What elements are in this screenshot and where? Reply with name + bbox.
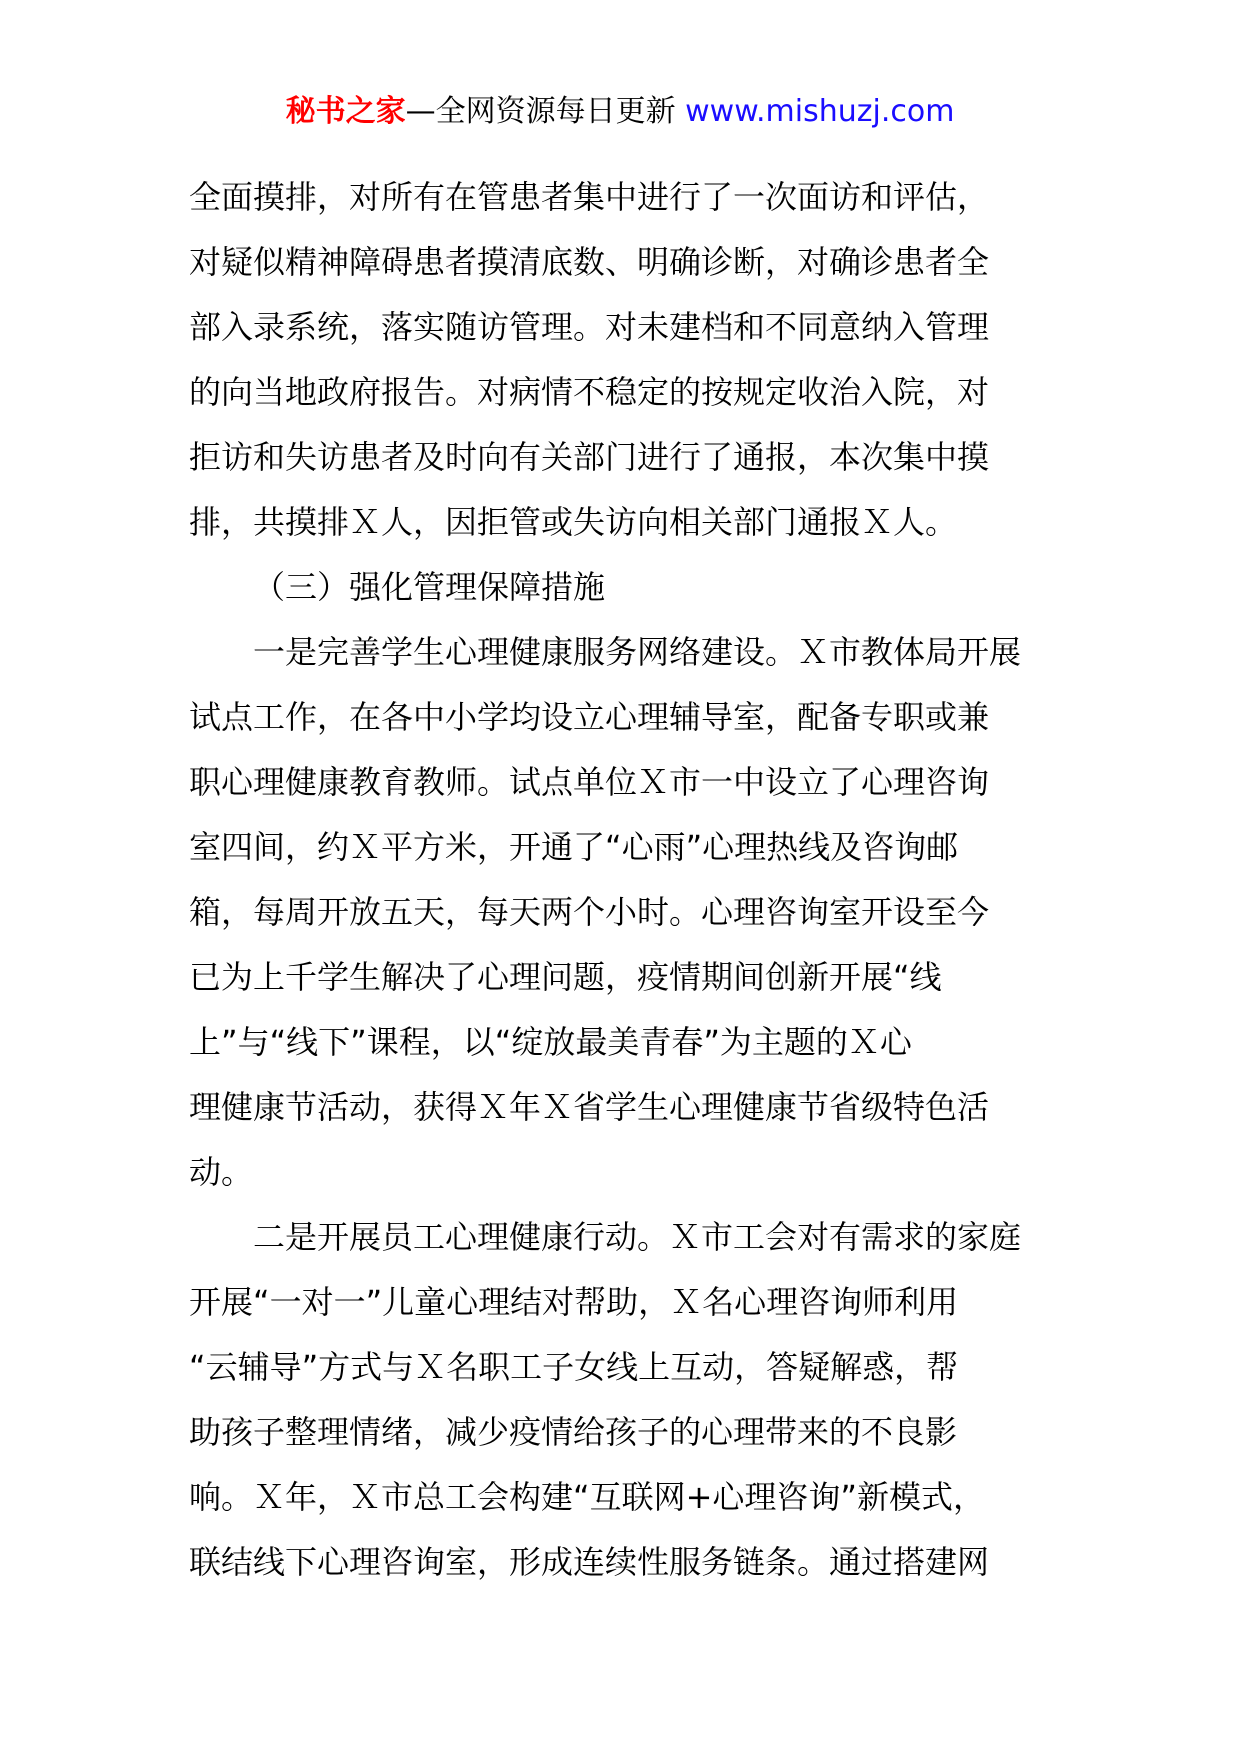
header-tagline: —全网资源每日更新 bbox=[405, 94, 686, 129]
body-line: 动。 bbox=[189, 1153, 254, 1191]
site-url-link[interactable]: www.mishuzj.com bbox=[685, 94, 955, 129]
body-line: “云辅导”方式与Ｘ名职工子女线上互动，答疑解惑，帮 bbox=[189, 1348, 959, 1386]
body-line: 理健康节活动，获得Ｘ年Ｘ省学生心理健康节省级特色活 bbox=[189, 1088, 990, 1126]
body-line: 部入录系统，落实随访管理。对未建档和不同意纳入管理 bbox=[189, 308, 990, 346]
paragraph-start-line: 二是开展员工心理健康行动。Ｘ市工会对有需求的家庭 bbox=[253, 1218, 1022, 1256]
body-line: 响。Ｘ年，Ｘ市总工会构建“互联网+心理咨询”新模式， bbox=[189, 1478, 985, 1516]
body-line: 助孩子整理情绪，减少疫情给孩子的心理带来的不良影 bbox=[189, 1413, 958, 1451]
body-line: 已为上千学生解决了心理问题，疫情期间创新开展“线 bbox=[189, 958, 942, 996]
body-line: 开展“一对一”儿童心理结对帮助，Ｘ名心理咨询师利用 bbox=[189, 1283, 959, 1321]
body-line: 全面摸排，对所有在管患者集中进行了一次面访和评估， bbox=[189, 178, 990, 216]
body-line: 联结线下心理咨询室，形成连续性服务链条。通过搭建网 bbox=[189, 1543, 990, 1581]
body-line: 对疑似精神障碍患者摸清底数、明确诊断，对确诊患者全 bbox=[189, 243, 990, 281]
body-line: 拒访和失访患者及时向有关部门进行了通报，本次集中摸 bbox=[189, 438, 990, 476]
body-line: 室四间，约Ｘ平方米，开通了“心雨”心理热线及咨询邮 bbox=[189, 828, 959, 866]
body-line: 试点工作，在各中小学均设立心理辅导室，配备专职或兼 bbox=[189, 698, 990, 736]
section-heading: （三）强化管理保障措施 bbox=[253, 568, 606, 606]
brand-name: 秘书之家 bbox=[285, 94, 406, 129]
body-line: 职心理健康教育教师。试点单位Ｘ市一中设立了心理咨询 bbox=[189, 763, 990, 801]
body-line: 上”与“线下”课程，以“绽放最美青春”为主题的Ｘ心 bbox=[189, 1023, 912, 1061]
paragraph-start-line: 一是完善学生心理健康服务网络建设。Ｘ市教体局开展 bbox=[253, 633, 1022, 671]
body-line: 排，共摸排Ｘ人，因拒管或失访向相关部门通报Ｘ人。 bbox=[189, 503, 958, 541]
site-header bbox=[0, 92, 1240, 132]
document-body bbox=[189, 165, 1051, 1595]
body-line: 箱，每周开放五天，每天两个小时。心理咨询室开设至今 bbox=[189, 893, 990, 931]
body-line: 的向当地政府报告。对病情不稳定的按规定收治入院，对 bbox=[189, 373, 990, 411]
